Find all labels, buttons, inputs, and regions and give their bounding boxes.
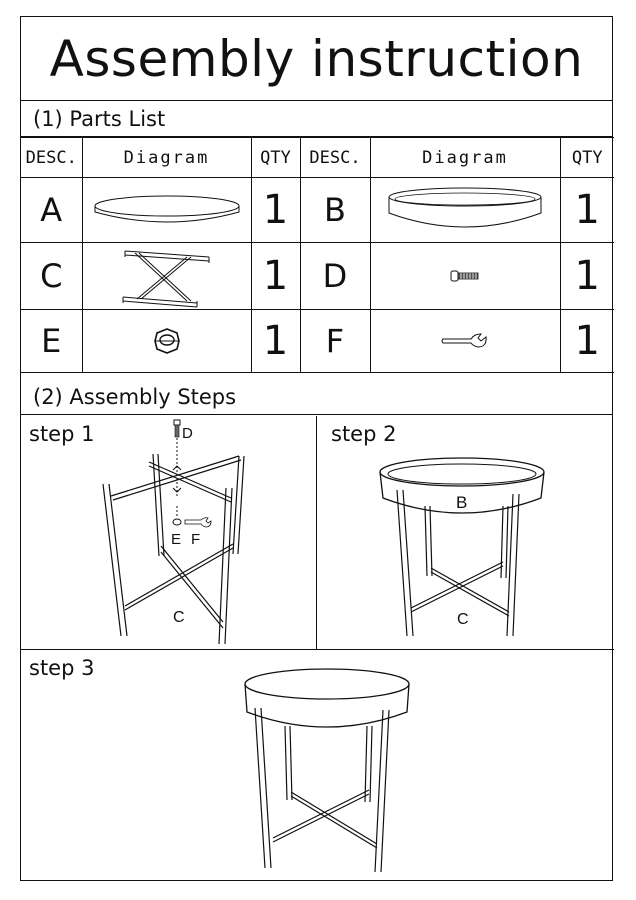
- part-qty: 1: [560, 310, 614, 373]
- part-qty: 1: [251, 243, 300, 310]
- step-label: step 1: [29, 422, 95, 446]
- wrench-icon: [441, 331, 489, 351]
- part-desc: E: [21, 310, 82, 373]
- parts-list-heading: (1) Parts List: [21, 101, 612, 137]
- part-desc: B: [300, 178, 370, 243]
- step-1-panel: [21, 416, 317, 650]
- tray-icon: [385, 185, 545, 235]
- bolt-icon: [449, 268, 481, 284]
- part-diagram: [82, 310, 251, 373]
- part-qty: 1: [560, 178, 614, 243]
- part-diagram: [82, 243, 251, 310]
- assembly-steps: [21, 416, 612, 880]
- tabletop-icon: [92, 190, 242, 230]
- part-diagram: [370, 243, 560, 310]
- hex-nut-icon: [151, 327, 183, 355]
- part-desc: A: [21, 178, 82, 243]
- step-3-diagram: [21, 650, 614, 880]
- part-diagram: [370, 310, 560, 373]
- column-header-qty: QTY: [560, 138, 614, 178]
- part-qty: 1: [251, 178, 300, 243]
- step-label: step 2: [331, 422, 397, 446]
- table-row: [21, 310, 614, 373]
- step-3-panel: [21, 650, 614, 880]
- part-desc: C: [21, 243, 82, 310]
- column-header-qty: QTY: [251, 138, 300, 178]
- table-row: [21, 243, 614, 310]
- callout-d: D: [182, 425, 193, 442]
- callout-e: E: [171, 531, 182, 548]
- assembly-steps-heading: (2) Assembly Steps: [21, 379, 612, 415]
- column-header-diagram: Diagram: [82, 138, 251, 178]
- parts-table: [21, 137, 614, 373]
- step-2-diagram: [317, 416, 614, 650]
- part-qty: 1: [560, 243, 614, 310]
- part-diagram: [370, 178, 560, 243]
- page-title: Assembly instruction: [21, 17, 612, 101]
- instruction-sheet: [20, 16, 613, 881]
- callout-f: F: [191, 531, 201, 548]
- column-header-desc: DESC.: [300, 138, 370, 178]
- folding-frame-icon: [117, 245, 217, 307]
- part-desc: F: [300, 310, 370, 373]
- callout-c: C: [457, 611, 469, 628]
- part-qty: 1: [251, 310, 300, 373]
- part-diagram: [82, 178, 251, 243]
- step-2-panel: [317, 416, 614, 650]
- callout-b: B: [456, 493, 468, 512]
- column-header-diagram: Diagram: [370, 138, 560, 178]
- step-label: step 3: [29, 656, 95, 680]
- part-desc: D: [300, 243, 370, 310]
- table-row: [21, 178, 614, 243]
- step-1-diagram: [21, 416, 317, 650]
- callout-c: C: [173, 609, 185, 626]
- parts-table-header-row: [21, 138, 614, 178]
- column-header-desc: DESC.: [21, 138, 82, 178]
